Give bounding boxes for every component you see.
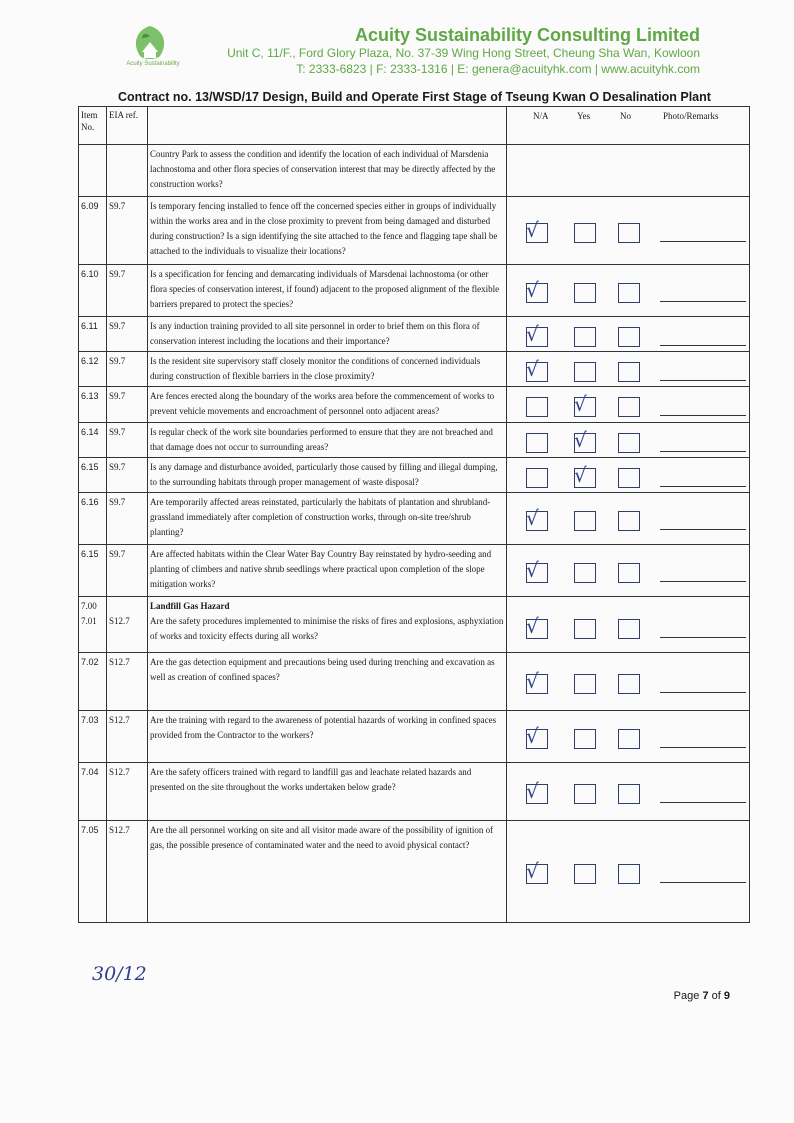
page-current: 7 [702, 990, 709, 1002]
remarks-line[interactable] [660, 451, 746, 452]
description-text: Are fences erected along the boundary of the works area before the commencement of works to prevent vehicle movements and encroachment of personnel onto adjacent areas? [150, 391, 495, 416]
table-row [79, 458, 750, 493]
description-text: Is the resident site supervisory staff closely monitor the conditions of concerned individuals during construction of flexible barriers in the close proximity? [150, 356, 481, 381]
item-number: 6.14 [79, 423, 107, 458]
table-row [79, 423, 750, 458]
company-logo-icon [126, 22, 174, 77]
contract-title: Contract no. 13/WSD/17 Design, Build and Operate First Stage of Tseung Kwan O Desalination Plant [118, 90, 711, 104]
item-description [148, 597, 507, 653]
logo-text: Acuity Sustainability [126, 61, 180, 67]
handwritten-date: 30/12 [92, 963, 147, 985]
page-of: of [711, 990, 721, 1002]
checkbox-yes[interactable] [574, 327, 596, 347]
tick-mark-icon: √ [526, 278, 539, 302]
description-text: Is any damage and disturbance avoided, particularly those caused by filling and illegal dumping, to the surrounding habitats through proper management of waste disposal? [150, 462, 498, 487]
item-description [148, 387, 507, 423]
item-description [148, 197, 507, 265]
checkbox-no[interactable] [618, 619, 640, 639]
checkbox-yes[interactable] [574, 283, 596, 303]
item-description [148, 423, 507, 458]
table-row [79, 387, 750, 423]
page-prefix: Page [673, 990, 700, 1002]
item-number: 7.03 [79, 711, 107, 763]
company-address: Unit C, 11/F., Ford Glory Plaza, No. 37-39 Wing Hong Street, Cheung Sha Wan, Kowloon [227, 46, 700, 60]
checkbox-yes[interactable] [574, 784, 596, 804]
eia-ref: S9.7 [107, 352, 148, 387]
checkbox-na[interactable] [526, 468, 548, 488]
checkbox-no[interactable] [618, 674, 640, 694]
item-number: 7.02 [79, 653, 107, 711]
checkbox-no[interactable] [618, 864, 640, 884]
header-yes: Yes [577, 111, 591, 121]
checkbox-no[interactable] [618, 327, 640, 347]
remarks-line[interactable] [660, 529, 746, 530]
checkbox-no[interactable] [618, 784, 640, 804]
item-number: 6.10 [79, 265, 107, 317]
check-cell [507, 352, 750, 387]
remarks-line[interactable] [660, 692, 746, 693]
tick-mark-icon: √ [574, 463, 587, 487]
tick-mark-icon: √ [526, 779, 539, 803]
checkbox-no[interactable] [618, 563, 640, 583]
checklist-table [78, 106, 750, 923]
company-name: Acuity Sustainability Consulting Limited [354, 25, 700, 45]
table-row [79, 197, 750, 265]
remarks-line[interactable] [660, 747, 746, 748]
description-text: Are the training with regard to the awareness of potential hazards of working in confined spaces provided from the Contractor to the workers? [150, 715, 497, 740]
check-cell [507, 763, 750, 821]
item-description [148, 653, 507, 711]
checkbox-no[interactable] [618, 511, 640, 531]
item-number: 6.13 [79, 387, 107, 423]
checkbox-na[interactable] [526, 397, 548, 417]
description-text: Is a specification for fencing and demarcating individuals of Marsdenai lachnostoma (or other flora species of conservation interest, if found) adjacent to the proposed alignment of the flexible barriers prepared to protect the species? [150, 269, 500, 309]
check-cell [507, 265, 750, 317]
eia-ref [107, 145, 148, 197]
check-cell [507, 821, 750, 923]
eia-ref: S9.7 [107, 458, 148, 493]
remarks-line[interactable] [660, 581, 746, 582]
item-number: 7.00 7.01 [79, 597, 107, 653]
checkbox-yes[interactable] [574, 619, 596, 639]
checkbox-na[interactable] [526, 433, 548, 453]
remarks-line[interactable] [660, 882, 746, 883]
tick-mark-icon: √ [526, 724, 539, 748]
check-cell [507, 145, 750, 197]
description-text: Are the all personnel working on site and all visitor made aware of the possibility of ignition of gas, the possible presence of contaminated water and the need to avoid physical contact? [150, 825, 494, 850]
checkbox-yes[interactable] [574, 223, 596, 243]
table-row [79, 545, 750, 597]
description-text: Are affected habitats within the Clear Water Bay Country Bay reinstated by hydro-seeding and planting of climbers and native shrub seedlings where practical upon completion of the slope mitigation works? [150, 549, 492, 589]
eia-ref: S12.7 [107, 763, 148, 821]
tick-mark-icon: √ [574, 428, 587, 452]
eia-ref: S9.7 [107, 265, 148, 317]
check-cell [507, 711, 750, 763]
page-total: 9 [723, 990, 730, 1002]
table-row [79, 597, 750, 653]
table-row [79, 145, 750, 197]
eia-ref: S9.7 [107, 387, 148, 423]
tick-mark-icon: √ [526, 506, 539, 530]
eia-ref: S12.7 [107, 653, 148, 711]
item-number: 6.11 [79, 317, 107, 352]
item-number: 6.16 [79, 493, 107, 545]
checkbox-yes[interactable] [574, 729, 596, 749]
item-number: 6.09 [79, 197, 107, 265]
remarks-line[interactable] [660, 301, 746, 302]
eia-ref: S9.7 [107, 197, 148, 265]
description-text: Is any induction training provided to all site personnel in order to brief them on this flora of conservation interest including the locations and their importance? [150, 321, 480, 346]
table-row [79, 265, 750, 317]
item-description [148, 317, 507, 352]
description-text: Are the gas detection equipment and precautions being used during trenching and excavation as well as creation of confined spaces? [150, 657, 495, 682]
remarks-line[interactable] [660, 802, 746, 803]
item-description [148, 763, 507, 821]
tick-mark-icon: √ [526, 357, 539, 381]
remarks-line[interactable] [660, 345, 746, 346]
item-number: 7.05 [79, 821, 107, 923]
item-description [148, 545, 507, 597]
checkbox-no[interactable] [618, 283, 640, 303]
table-header-row [79, 107, 750, 145]
header-remarks: Photo/Remarks [663, 111, 719, 121]
item-number: 6.12 [79, 352, 107, 387]
eia-ref: S9.7 [107, 493, 148, 545]
table-row [79, 711, 750, 763]
table-row [79, 493, 750, 545]
check-cell [507, 597, 750, 653]
remarks-line[interactable] [660, 241, 746, 242]
eia-ref: S9.7 [107, 545, 148, 597]
eia-ref: S9.7 [107, 423, 148, 458]
check-cell [507, 458, 750, 493]
description-text: Is regular check of the work site boundaries performed to ensure that they are not breached and that damage does not occur to surrounding areas? [150, 427, 493, 452]
item-description [148, 145, 507, 197]
table-row [79, 352, 750, 387]
checkbox-no[interactable] [618, 468, 640, 488]
item-description [148, 711, 507, 763]
header-eia-ref: EIA ref. [107, 107, 148, 145]
remarks-line[interactable] [660, 415, 746, 416]
checkbox-yes[interactable] [574, 563, 596, 583]
remarks-line[interactable] [660, 486, 746, 487]
checkbox-no[interactable] [618, 223, 640, 243]
item-description [148, 821, 507, 923]
item-number: 6.15 [79, 545, 107, 597]
item-number [79, 145, 107, 197]
table-row [79, 317, 750, 352]
tick-mark-icon: √ [526, 558, 539, 582]
tick-mark-icon: √ [526, 614, 539, 638]
item-description [148, 352, 507, 387]
checkbox-no[interactable] [618, 729, 640, 749]
tick-mark-icon: √ [526, 218, 539, 242]
checkbox-yes[interactable] [574, 362, 596, 382]
item-description [148, 458, 507, 493]
company-contact: T: 2333-6823 | F: 2333-1316 | E: genera@acuityhk.com | www.acuityhk.com [296, 62, 700, 76]
header-no: No [620, 111, 631, 121]
check-cell [507, 653, 750, 711]
check-cell [507, 545, 750, 597]
section-title: Landfill Gas Hazard [150, 601, 230, 611]
table-row [79, 821, 750, 923]
checkbox-yes[interactable] [574, 864, 596, 884]
checkbox-yes[interactable] [574, 674, 596, 694]
check-cell [507, 317, 750, 352]
eia-ref: S12.7 [107, 821, 148, 923]
header-check-columns [507, 107, 750, 145]
item-description [148, 493, 507, 545]
table-row [79, 653, 750, 711]
eia-ref: S12.7 [107, 711, 148, 763]
tick-mark-icon: √ [526, 669, 539, 693]
tick-mark-icon: √ [526, 322, 539, 346]
checkbox-no[interactable] [618, 362, 640, 382]
check-cell [507, 387, 750, 423]
remarks-line[interactable] [660, 637, 746, 638]
remarks-line[interactable] [660, 380, 746, 381]
checkbox-yes[interactable] [574, 511, 596, 531]
tick-mark-icon: √ [574, 392, 587, 416]
check-cell [507, 197, 750, 265]
header-na: N/A [533, 111, 549, 121]
description-text: Are the safety procedures implemented to minimise the risks of fires and explosions, asphyxiation of works and toxicity effects during all works? [150, 616, 504, 641]
table-row [79, 763, 750, 821]
description-text: Country Park to assess the condition and identify the location of each individual of Marsdenia lachnostoma and other flora species of conservation interest that may be directly affected by the construction works? [150, 149, 496, 189]
item-number: 6.15 [79, 458, 107, 493]
check-cell [507, 423, 750, 458]
item-number: 7.04 [79, 763, 107, 821]
checkbox-no[interactable] [618, 433, 640, 453]
tick-mark-icon: √ [526, 859, 539, 883]
description-text: Are the safety officers trained with regard to landfill gas and leachate related hazards and presented on the site throughout the works undertaken below grade? [150, 767, 472, 792]
description-text: Are temporarily affected areas reinstated, particularly the habitats of plantation and shrubland-grassland immediately after completion of construction works, through on-site tree/shrub planting? [150, 497, 491, 537]
header-item: Item No. [79, 107, 107, 145]
page-number [674, 990, 730, 1002]
header-description [148, 107, 507, 145]
check-cell [507, 493, 750, 545]
eia-ref: S12.7 [107, 597, 148, 653]
item-description [148, 265, 507, 317]
checkbox-no[interactable] [618, 397, 640, 417]
description-text: Is temporary fencing installed to fence off the concerned species either in groups of individually within the works area and in the close proximity to prevent from being damaged and disturbed during construction? Is a sign identifying the site attached to the fence and flagging tape shall be attached to the individuals to visualize their locations? [150, 201, 498, 256]
eia-ref: S9.7 [107, 317, 148, 352]
